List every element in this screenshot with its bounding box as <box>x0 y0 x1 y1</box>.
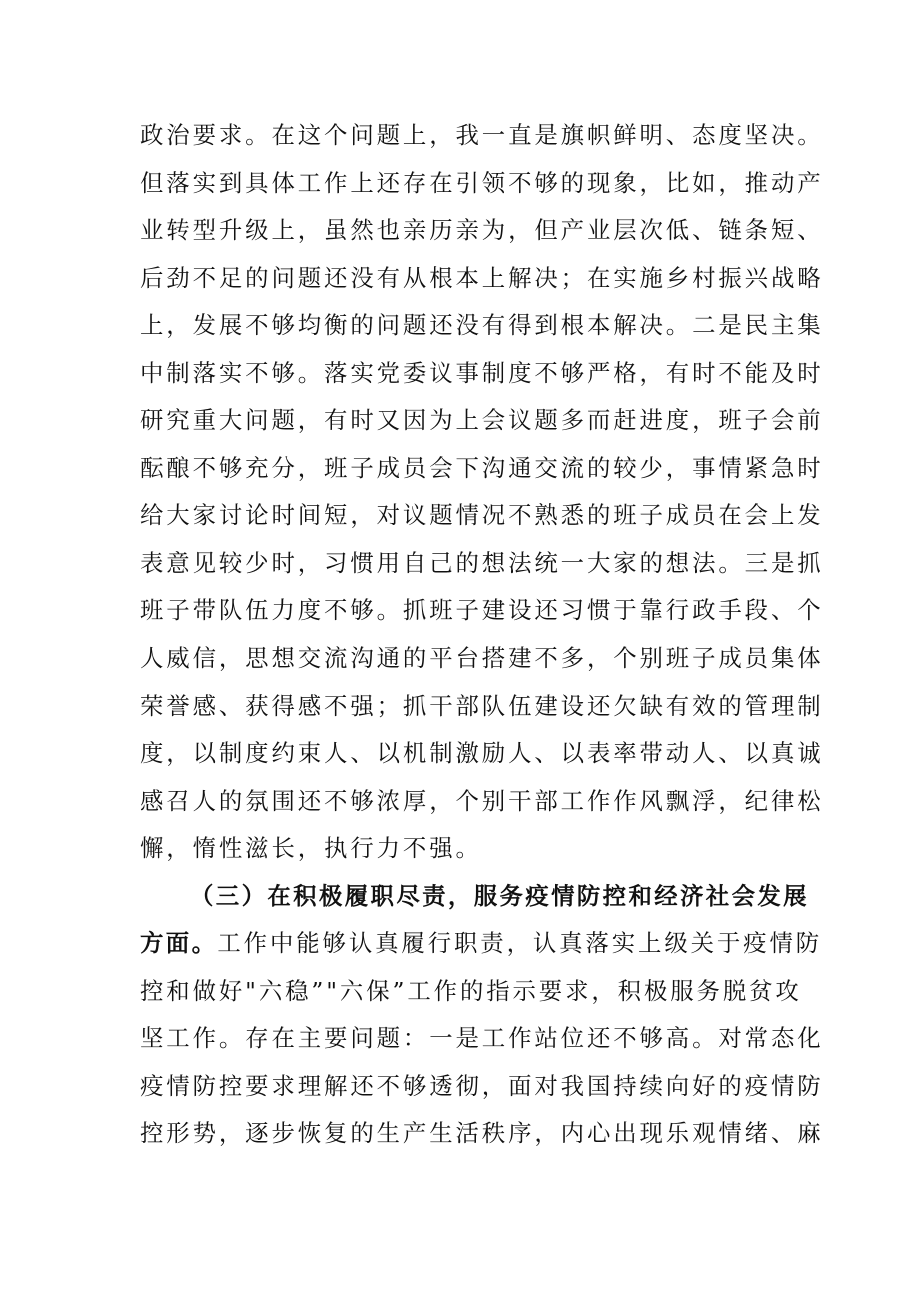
text-line: 业转型升级上，虽然也亲历亲为，但产业层次低、链条短、 <box>140 216 824 245</box>
text-line: 上，发展不够均衡的问题还没有得到根本解决。二是民主集 <box>140 311 824 340</box>
text-line: 酝酿不够充分，班子成员会下沟通交流的较少，事情紧急时 <box>140 453 824 482</box>
text-line: 研究重大问题，有时又因为上会议题多而赶进度，班子会前 <box>140 406 824 435</box>
section-heading-tail: 方面。 <box>140 929 218 958</box>
text-line: 表意见较少时，习惯用自己的想法统一大家的想法。三是抓 <box>140 548 824 577</box>
section-body-start: 工作中能够认真履行职责，认真落实上级关于疫情防 <box>217 929 823 958</box>
text-line: 后劲不足的问题还没有从根本上解决；在实施乡村振兴战略 <box>140 263 824 292</box>
text-line: 控形势，逐步恢复的生产生活秩序，内心出现乐观情绪、麻 <box>140 1119 824 1148</box>
text-line: 懈，惰性滋长，执行力不强。 <box>140 834 482 863</box>
text-line: 给大家讨论时间短，对议题情况不熟悉的班子成员在会上发 <box>140 501 824 530</box>
text-line: 班子带队伍力度不够。抓班子建设还习惯于靠行政手段、个 <box>140 596 824 625</box>
text-line: 感召人的氛围还不够浓厚，个别干部工作作风飘浮，纪律松 <box>140 786 824 815</box>
text-line: 政治要求。在这个问题上，我一直是旗帜鲜明、态度坚决。 <box>140 121 824 149</box>
document-body <box>140 112 824 1158</box>
text-line: 但落实到具体工作上还存在引领不够的现象，比如，推动产 <box>140 168 824 197</box>
text-line: 人威信，思想交流沟通的平台搭建不多，个别班子成员集体 <box>140 644 824 673</box>
text-line: 坚工作。存在主要问题：一是工作站位还不够高。对常态化 <box>140 1024 824 1053</box>
text-line: 荣誉感、获得感不强；抓干部队伍建设还欠缺有效的管理制 <box>140 691 824 720</box>
text-line: 疫情防控要求理解还不够透彻，面对我国持续向好的疫情防 <box>140 1071 824 1100</box>
text-line: 中制落实不够。落实党委议事制度不够严格，有时不能及时 <box>140 358 824 387</box>
text-line: 控和做好"六稳”"六保”工作的指示要求，积极服务脱贫攻 <box>140 976 802 1005</box>
section-heading: （三）在积极履职尽责，服务疫情防控和经济社会发展 <box>190 881 809 910</box>
section-heading-continuation <box>140 920 823 968</box>
text-line: 度，以制度约束人、以机制激励人、以表率带动人、以真诚 <box>140 739 824 768</box>
